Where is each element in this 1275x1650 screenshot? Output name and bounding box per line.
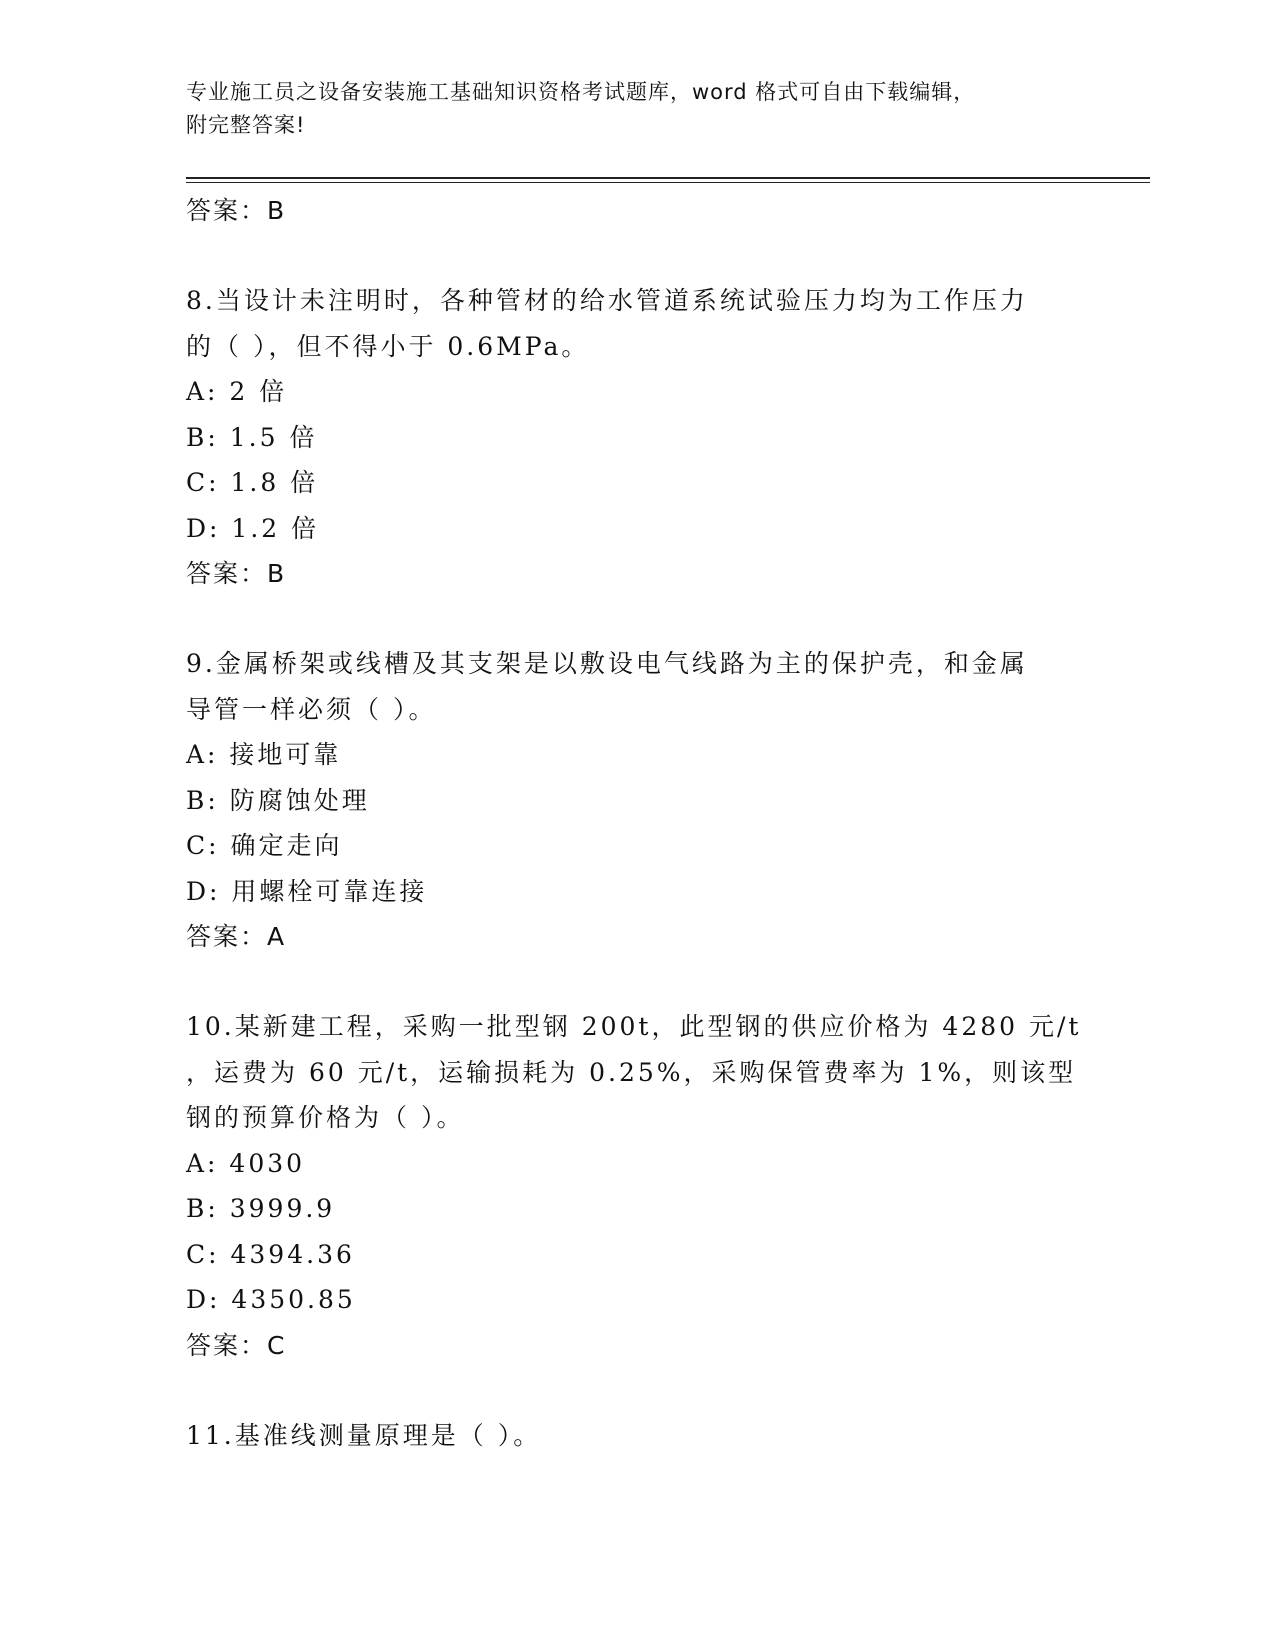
question-9-answer: 答案：A — [186, 922, 287, 951]
question-8-option-c: C: 1.8 倍 — [186, 468, 319, 497]
header-divider-thick — [186, 177, 1150, 179]
page-header — [186, 76, 1066, 142]
question-8-answer: 答案：B — [186, 559, 287, 588]
question-8-stem-line-1: 8.当设计未注明时，各种管材的给水管道系统试验压力均为工作压力 — [186, 286, 1028, 315]
previous-answer: 答案：B — [186, 196, 287, 225]
question-11 — [186, 1413, 1086, 1459]
question-8-option-d: D: 1.2 倍 — [186, 513, 320, 543]
header-line-1: 专业施工员之设备安装施工基础知识资格考试题库，word 格式可自由下载编辑， — [186, 80, 976, 104]
question-10-option-b: B: 3999.9 — [186, 1194, 336, 1223]
question-10-answer: 答案：C — [186, 1330, 287, 1360]
question-9-option-d: D: 用螺栓可靠连接 — [186, 876, 428, 906]
question-10-option-c: C: 4394.36 — [186, 1239, 355, 1269]
question-9 — [186, 641, 1086, 959]
header-divider-thin — [186, 182, 1150, 183]
question-8 — [186, 278, 1086, 596]
question-10 — [186, 1004, 1086, 1368]
question-list — [186, 188, 1086, 1458]
question-10-stem-line-2: ，运费为 60 元/t，运输损耗为 0.25%，采购保管费率为 1%，则该型 — [186, 1057, 1077, 1087]
question-9-stem-line-2: 导管一样必须（ ）。 — [186, 694, 437, 724]
question-9-option-b: B: 防腐蚀处理 — [186, 785, 370, 815]
question-8-option-a: A: 2 倍 — [186, 377, 288, 406]
header-line-2: 附完整答案! — [186, 113, 306, 137]
question-11-stem-line-1: 11.基准线测量原理是（ ）。 — [186, 1420, 542, 1450]
question-9-option-a: A: 接地可靠 — [186, 740, 342, 769]
question-9-option-c: C: 确定走向 — [186, 831, 343, 860]
question-10-stem-line-3: 钢的预算价格为（ ）。 — [186, 1103, 465, 1132]
question-10-stem-line-1: 10.某新建工程，采购一批型钢 200t，此型钢的供应价格为 4280 元/t — [186, 1012, 1082, 1041]
question-8-option-b: B: 1.5 倍 — [186, 422, 318, 452]
question-9-stem-line-1: 9.金属桥架或线槽及其支架是以敷设电气线路为主的保护壳，和金属 — [186, 649, 1028, 678]
question-10-option-d: D: 4350.85 — [186, 1285, 356, 1314]
question-10-option-a: A: 4030 — [186, 1148, 306, 1178]
question-8-stem-line-2: 的（ ），但不得小于 0.6MPa。 — [186, 331, 590, 361]
